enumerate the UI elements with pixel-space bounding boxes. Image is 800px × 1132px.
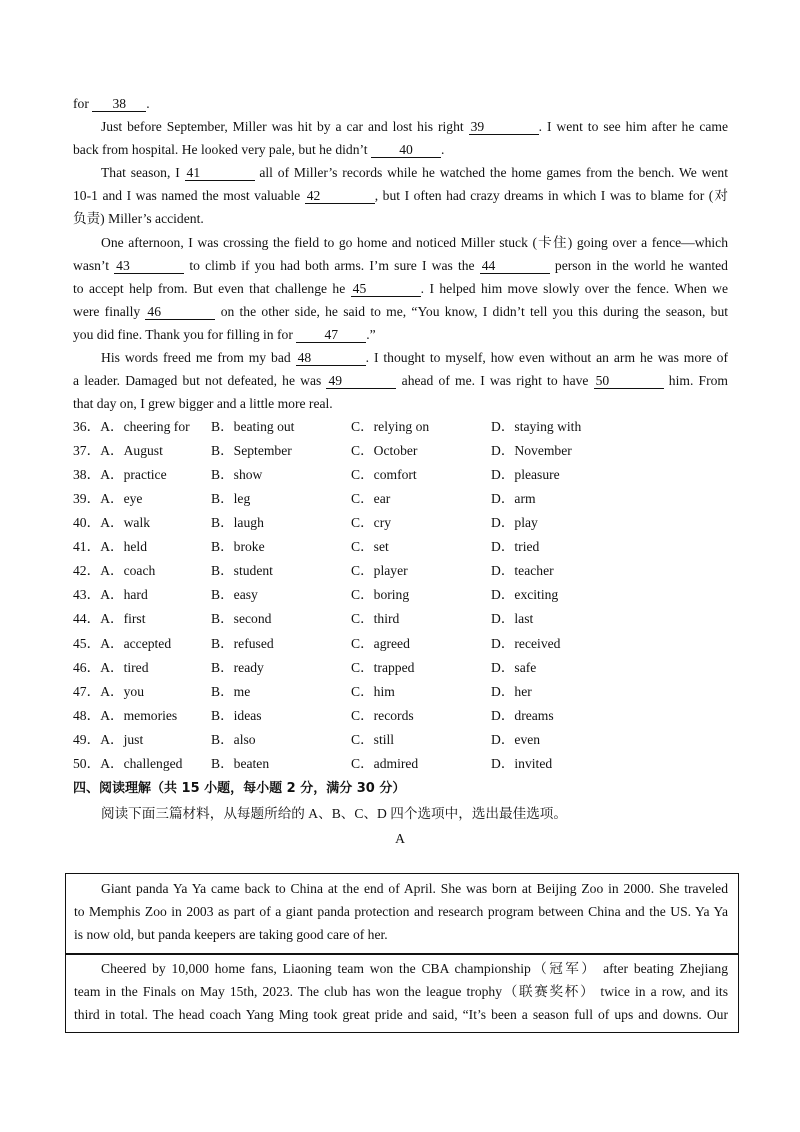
blank-46[interactable]: 46 (145, 304, 215, 320)
text: ahead of me. I was right to have (401, 373, 589, 388)
box1-line-3: is now old, but panda keepers are taking good care of her. (74, 927, 388, 942)
option-a[interactable] (73, 707, 177, 725)
option-b[interactable]: B．laugh (211, 515, 264, 530)
text: were finally (73, 304, 141, 319)
question-number: 44． (73, 611, 101, 626)
text: person in the world he wanted (554, 258, 728, 273)
choice-text: A．practice (100, 467, 167, 482)
option-c[interactable]: C．admired (351, 756, 419, 771)
question-number: 36． (73, 419, 101, 434)
option-b[interactable]: B．beating out (211, 419, 295, 434)
passage-line-14 (73, 395, 728, 413)
blank-48[interactable]: 48 (296, 350, 366, 366)
passage-line-10 (73, 303, 728, 321)
option-c[interactable]: C．records (351, 708, 414, 723)
question-number: 49． (73, 732, 101, 747)
option-a[interactable] (73, 442, 163, 460)
option-d[interactable]: D．November (491, 443, 572, 458)
choice-text: A．challenged (100, 756, 183, 771)
text: you did fine. Thank you for filling in for (73, 327, 293, 342)
text: 负责) Miller’s accident. (73, 211, 204, 226)
choice-text: A．tired (100, 660, 149, 675)
text: , but I often had crazy dreams in which I was to blame for (对 (374, 188, 728, 203)
question-number: 39． (73, 491, 101, 506)
question-number: 48． (73, 708, 101, 723)
question-number: 50． (73, 756, 101, 771)
choice-text: A．eye (100, 491, 143, 506)
option-d[interactable]: D．play (491, 515, 538, 530)
blank-45[interactable]: 45 (351, 281, 421, 297)
option-b[interactable]: B．second (211, 611, 272, 626)
text: . I helped him move slowly over the fence. When we (420, 281, 728, 296)
option-b[interactable]: B．also (211, 732, 256, 747)
option-d[interactable]: D．staying with (491, 419, 582, 434)
option-b[interactable]: B．show (211, 467, 263, 482)
text: One afternoon, I was crossing the field to go home and noticed Miller stuck (卡住) going over a fence—which (101, 235, 728, 250)
blank-41[interactable]: 41 (185, 165, 255, 181)
option-a[interactable] (73, 731, 143, 749)
option-d[interactable]: D．arm (491, 491, 536, 506)
text: him. From (668, 373, 728, 388)
option-a[interactable] (73, 683, 144, 701)
question-number: 46． (73, 660, 101, 675)
passage-line-6 (73, 210, 728, 228)
passage-line-9 (73, 280, 728, 298)
option-b[interactable]: B．refused (211, 636, 274, 651)
option-a[interactable] (73, 466, 167, 484)
option-a[interactable] (73, 755, 182, 773)
passage-line-3 (73, 141, 728, 159)
option-c[interactable]: C．relying on (351, 419, 430, 434)
text: . I went to see him after he came (538, 119, 728, 134)
option-b[interactable]: B．me (211, 684, 251, 699)
option-c[interactable]: C．him (351, 684, 395, 699)
option-d[interactable]: D．last (491, 611, 534, 626)
text: . (146, 96, 150, 111)
option-d[interactable]: D．pleasure (491, 467, 560, 482)
option-a[interactable] (73, 586, 148, 604)
option-a[interactable] (73, 490, 142, 508)
question-number: 43． (73, 587, 101, 602)
text: on the other side, he said to me, “You know, I didn’t tell you this during the season, but (220, 304, 729, 319)
choice-text: A．August (100, 443, 163, 458)
passage-line-8 (73, 257, 728, 275)
option-a[interactable] (73, 659, 149, 677)
passage-line-5 (73, 187, 728, 205)
question-number: 41． (73, 539, 101, 554)
text: Just before September, Miller was hit by a car and lost his right (101, 119, 464, 134)
choice-text: A．just (100, 732, 144, 747)
passage-line-2 (101, 118, 728, 136)
choice-text: A．memories (100, 708, 178, 723)
option-d[interactable]: D．received (491, 636, 561, 651)
option-c[interactable]: C．player (351, 563, 408, 578)
blank-40[interactable]: 40 (371, 142, 441, 158)
text: . I thought to myself, how even without an arm he was more of (365, 350, 728, 365)
option-a[interactable] (73, 538, 147, 556)
option-c[interactable]: C．agreed (351, 636, 410, 651)
passage-line-12 (101, 349, 728, 367)
blank-50[interactable]: 50 (594, 373, 664, 389)
text: That season, I (101, 165, 180, 180)
option-b[interactable]: B．September (211, 443, 292, 458)
question-number: 40． (73, 515, 101, 530)
passage-line-13 (73, 372, 728, 390)
text: .” (366, 327, 376, 342)
blank-49[interactable]: 49 (326, 373, 396, 389)
text: . (441, 142, 445, 157)
option-a[interactable] (73, 610, 146, 628)
blank-43[interactable]: 43 (114, 258, 184, 274)
option-d[interactable]: D．dreams (491, 708, 554, 723)
option-b[interactable]: B．ready (211, 660, 264, 675)
choice-text: A．you (100, 684, 144, 699)
option-d[interactable]: D．teacher (491, 563, 554, 578)
passage-line-4 (101, 164, 728, 182)
option-c[interactable]: C．third (351, 611, 400, 626)
choice-text: A．coach (100, 563, 156, 578)
choice-text: A．cheering for (100, 419, 190, 434)
blank-44[interactable]: 44 (480, 258, 550, 274)
question-number: 45． (73, 636, 101, 651)
text: all of Miller’s records while he watched the home games from the bench. We went (259, 165, 728, 180)
passage-line-11 (73, 326, 728, 344)
option-b[interactable]: B．student (211, 563, 273, 578)
option-c[interactable]: C．set (351, 539, 389, 554)
text: His words freed me from my bad (101, 350, 291, 365)
option-c[interactable]: C．trapped (351, 660, 415, 675)
choice-text: A．hard (100, 587, 148, 602)
question-number: 47． (73, 684, 101, 699)
option-c[interactable]: C．cry (351, 515, 392, 530)
box1-line-2: to Memphis Zoo in 2003 as part of a giant panda protection and research program between China and the US. Ya Ya (74, 904, 728, 919)
section-heading: 四、阅读理解（共 15 小题，每小题 2 分，满分 30 分） (73, 781, 406, 796)
option-d[interactable]: D．her (491, 684, 532, 699)
box1-line-1: Giant panda Ya Ya came back to China at the end of April. She was born at Beijing Zoo in 2000. She traveled (101, 881, 728, 896)
option-b[interactable]: B．leg (211, 491, 251, 506)
question-number: 38． (73, 467, 101, 482)
text: wasn’t (73, 258, 109, 273)
option-b[interactable]: B．broke (211, 539, 265, 554)
section-instruction: 阅读下面三篇材料，从每题所给的 A、B、C、D 四个选项中，选出最佳选项。 (101, 806, 567, 821)
text: back from hospital. He looked very pale, but he didn’t (73, 142, 368, 157)
passage-line-7 (101, 234, 728, 252)
passage-line-1 (73, 95, 728, 113)
option-a[interactable] (73, 514, 150, 532)
text: to accept help from. But even that challenge he (73, 281, 346, 296)
option-c[interactable]: C．still (351, 732, 395, 747)
question-number: 42． (73, 563, 101, 578)
option-c[interactable]: C．boring (351, 587, 410, 602)
text: to climb if you had both arms. I’m sure I was the (189, 258, 475, 273)
question-number: 37． (73, 443, 101, 458)
reading-box-1 (65, 873, 739, 955)
option-b[interactable]: B．easy (211, 587, 258, 602)
choice-text: A．accepted (100, 636, 172, 651)
reading-box-2 (65, 953, 739, 1033)
option-d[interactable]: D．invited (491, 756, 553, 771)
option-c[interactable]: C．October (351, 443, 418, 458)
option-b[interactable]: B．ideas (211, 708, 262, 723)
blank-38[interactable]: 38 (92, 96, 146, 112)
option-c[interactable]: C．ear (351, 491, 391, 506)
text: a leader. Damaged but not defeated, he was (73, 373, 322, 388)
box2-line-1: Cheered by 10,000 home fans, Liaoning team won the CBA championship（冠军） after beating Zhejiang (101, 961, 728, 976)
part-label: A (395, 831, 405, 846)
option-d[interactable]: D．safe (491, 660, 537, 675)
option-c[interactable]: C．comfort (351, 467, 417, 482)
text: for (73, 96, 89, 111)
text: that day on, I grew bigger and a little more real. (73, 396, 333, 411)
blank-39[interactable]: 39 (469, 119, 539, 135)
blank-42[interactable]: 42 (305, 188, 375, 204)
option-d[interactable]: D．even (491, 732, 541, 747)
blank-47[interactable]: 47 (296, 327, 366, 343)
option-d[interactable]: D．tried (491, 539, 540, 554)
box2-line-3: third in total. The head coach Yang Ming took great pride and said, “It’s been a season full of ups and downs. Our (74, 1007, 728, 1022)
choice-text: A．first (100, 611, 146, 626)
option-a[interactable] (73, 635, 171, 653)
option-a[interactable] (73, 418, 190, 436)
option-d[interactable]: D．exciting (491, 587, 559, 602)
choice-text: A．held (100, 539, 148, 554)
box2-line-2: team in the Finals on May 15th, 2023. The club has won the league trophy（联赛奖杯） twice in a row, and its (74, 984, 728, 999)
option-b[interactable]: B．beaten (211, 756, 270, 771)
choice-text: A．walk (100, 515, 151, 530)
option-a[interactable] (73, 562, 155, 580)
text: 10-1 and I was named the most valuable (73, 188, 301, 203)
